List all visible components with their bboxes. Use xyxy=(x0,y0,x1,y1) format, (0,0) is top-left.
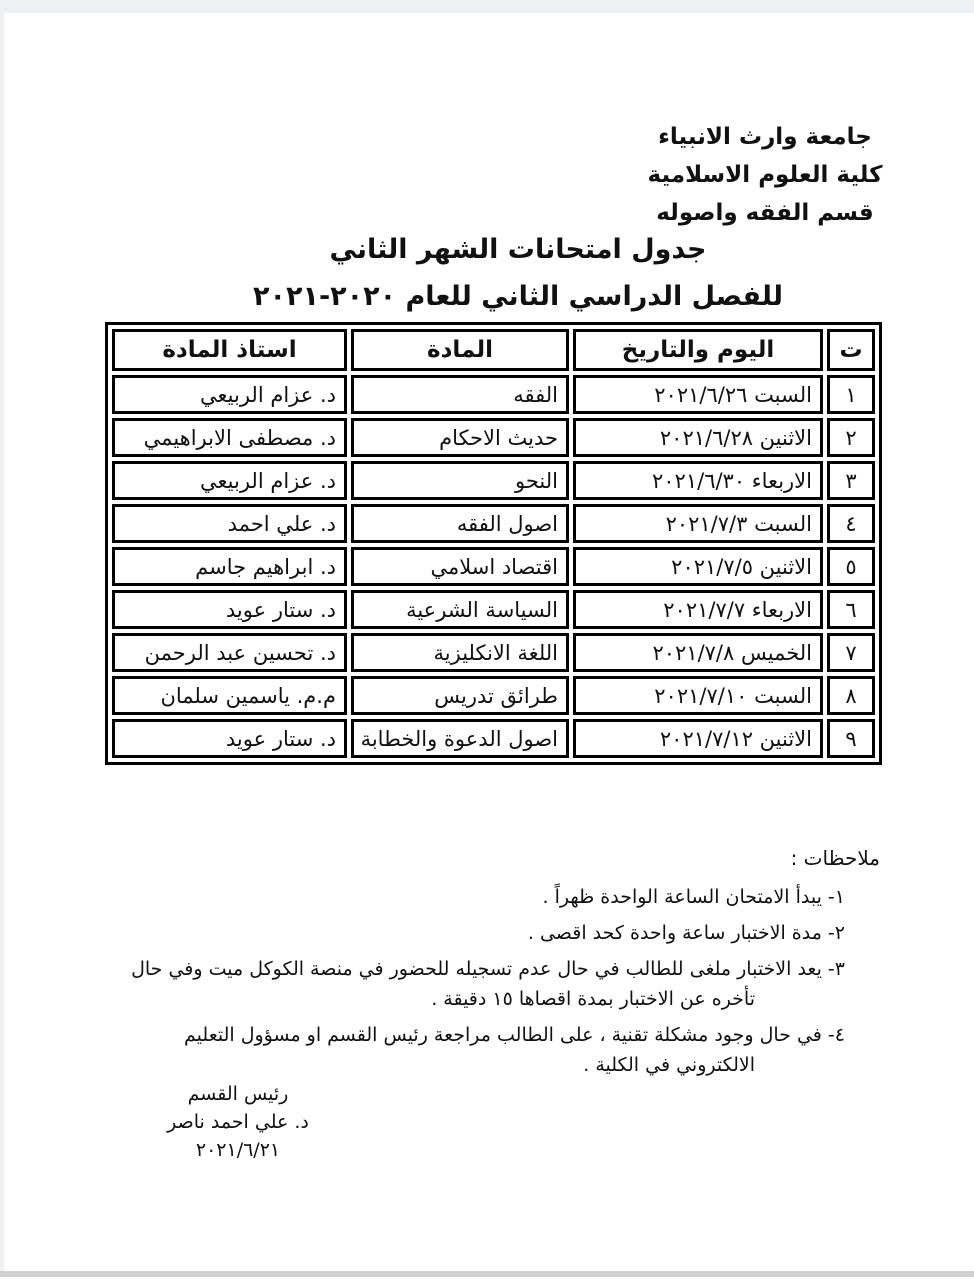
notes-heading: ملاحظات : xyxy=(790,846,880,870)
row-subject: حديث الاحكام xyxy=(351,418,569,457)
letterhead xyxy=(640,118,890,232)
scan-edge-top xyxy=(0,0,974,13)
university-name: جامعة وارث الانبياء xyxy=(658,124,872,150)
page-subtitle: للفصل الدراسي الثاني للعام ٢٠٢٠-٢٠٢١ xyxy=(253,281,783,312)
notes-section xyxy=(130,846,880,1086)
row-subject: الفقه xyxy=(351,375,569,414)
title-block xyxy=(100,234,936,312)
row-day-date: الاربعاء ٢٠٢١/٧/٧ xyxy=(573,590,823,629)
signature-date: ٢٠٢١/٦/٢١ xyxy=(195,1139,281,1161)
table-row xyxy=(112,633,875,672)
row-day-date: السبت ٢٠٢١/٧/١٠ xyxy=(573,676,823,715)
scan-edge-left xyxy=(0,13,4,1271)
row-subject: اللغة الانكليزية xyxy=(351,633,569,672)
table-row xyxy=(112,676,875,715)
row-index: ١ xyxy=(827,375,875,414)
row-subject: النحو xyxy=(351,461,569,500)
row-subject: السياسة الشرعية xyxy=(351,590,569,629)
row-index: ٢ xyxy=(827,418,875,457)
table-row xyxy=(112,461,875,500)
row-index: ٦ xyxy=(827,590,875,629)
row-subject: طرائق تدريس xyxy=(351,676,569,715)
column-header-professor: استاذ المادة xyxy=(112,329,347,371)
signature-role: رئيس القسم xyxy=(187,1083,289,1105)
row-professor: د. تحسين عبد الرحمن xyxy=(112,633,347,672)
row-subject: اقتصاد اسلامي xyxy=(351,547,569,586)
row-professor: م.م. ياسمين سلمان xyxy=(112,676,347,715)
note-item: ٣- يعد الاختبار ملغى للطالب في حال عدم تسجيله للحضور في منصة الكوكل ميت وفي حال تأخره عن الاختبار بمدة اقصاها ١٥ دقيقة . xyxy=(131,958,845,1010)
row-index: ٣ xyxy=(827,461,875,500)
row-day-date: الاربعاء ٢٠٢١/٦/٣٠ xyxy=(573,461,823,500)
note-item: ٤- في حال وجود مشكلة تقنية ، على الطالب مراجعة رئيس القسم او مسؤول التعليم الالكتروني في الكلية . xyxy=(184,1024,845,1076)
signature-name: د. علي احمد ناصر xyxy=(167,1111,309,1133)
row-day-date: الاثنين ٢٠٢١/٧/١٢ xyxy=(573,719,823,758)
row-index: ٩ xyxy=(827,719,875,758)
note-item: ٢- مدة الاختبار ساعة واحدة كحد اقصى . xyxy=(527,922,845,944)
note-item: ١- يبدأ الامتحان الساعة الواحدة ظهراً . xyxy=(542,886,845,908)
table-row xyxy=(112,547,875,586)
table-row xyxy=(112,719,875,758)
column-header-index: ت xyxy=(827,329,875,371)
row-professor: د. عزام الربيعي xyxy=(112,461,347,500)
page-title: جدول امتحانات الشهر الثاني xyxy=(329,234,707,265)
scan-edge-bottom xyxy=(0,1271,974,1277)
exam-schedule-table xyxy=(105,322,882,765)
row-index: ٧ xyxy=(827,633,875,672)
signature-block xyxy=(148,1080,328,1164)
table-row xyxy=(112,504,875,543)
college-name: كلية العلوم الاسلامية xyxy=(647,162,883,188)
row-professor: د. ستار عويد xyxy=(112,719,347,758)
row-professor: د. ابراهيم جاسم xyxy=(112,547,347,586)
row-day-date: الاثنين ٢٠٢١/٧/٥ xyxy=(573,547,823,586)
row-day-date: السبت ٢٠٢١/٧/٣ xyxy=(573,504,823,543)
row-index: ٥ xyxy=(827,547,875,586)
row-subject: اصول الدعوة والخطابة xyxy=(351,719,569,758)
row-index: ٤ xyxy=(827,504,875,543)
column-header-subject: المادة xyxy=(351,329,569,371)
table-header-row xyxy=(112,329,875,371)
row-day-date: الخميس ٢٠٢١/٧/٨ xyxy=(573,633,823,672)
row-professor: د. مصطفى الابراهيمي xyxy=(112,418,347,457)
row-index: ٨ xyxy=(827,676,875,715)
table-row xyxy=(112,418,875,457)
column-header-day-date: اليوم والتاريخ xyxy=(573,329,823,371)
row-professor: د. ستار عويد xyxy=(112,590,347,629)
row-subject: اصول الفقه xyxy=(351,504,569,543)
table-row xyxy=(112,590,875,629)
row-day-date: الاثنين ٢٠٢١/٦/٢٨ xyxy=(573,418,823,457)
row-professor: د. علي احمد xyxy=(112,504,347,543)
row-professor: د. عزام الربيعي xyxy=(112,375,347,414)
row-day-date: السبت ٢٠٢١/٦/٢٦ xyxy=(573,375,823,414)
table-row xyxy=(112,375,875,414)
department-name: قسم الفقه واصوله xyxy=(656,200,874,226)
